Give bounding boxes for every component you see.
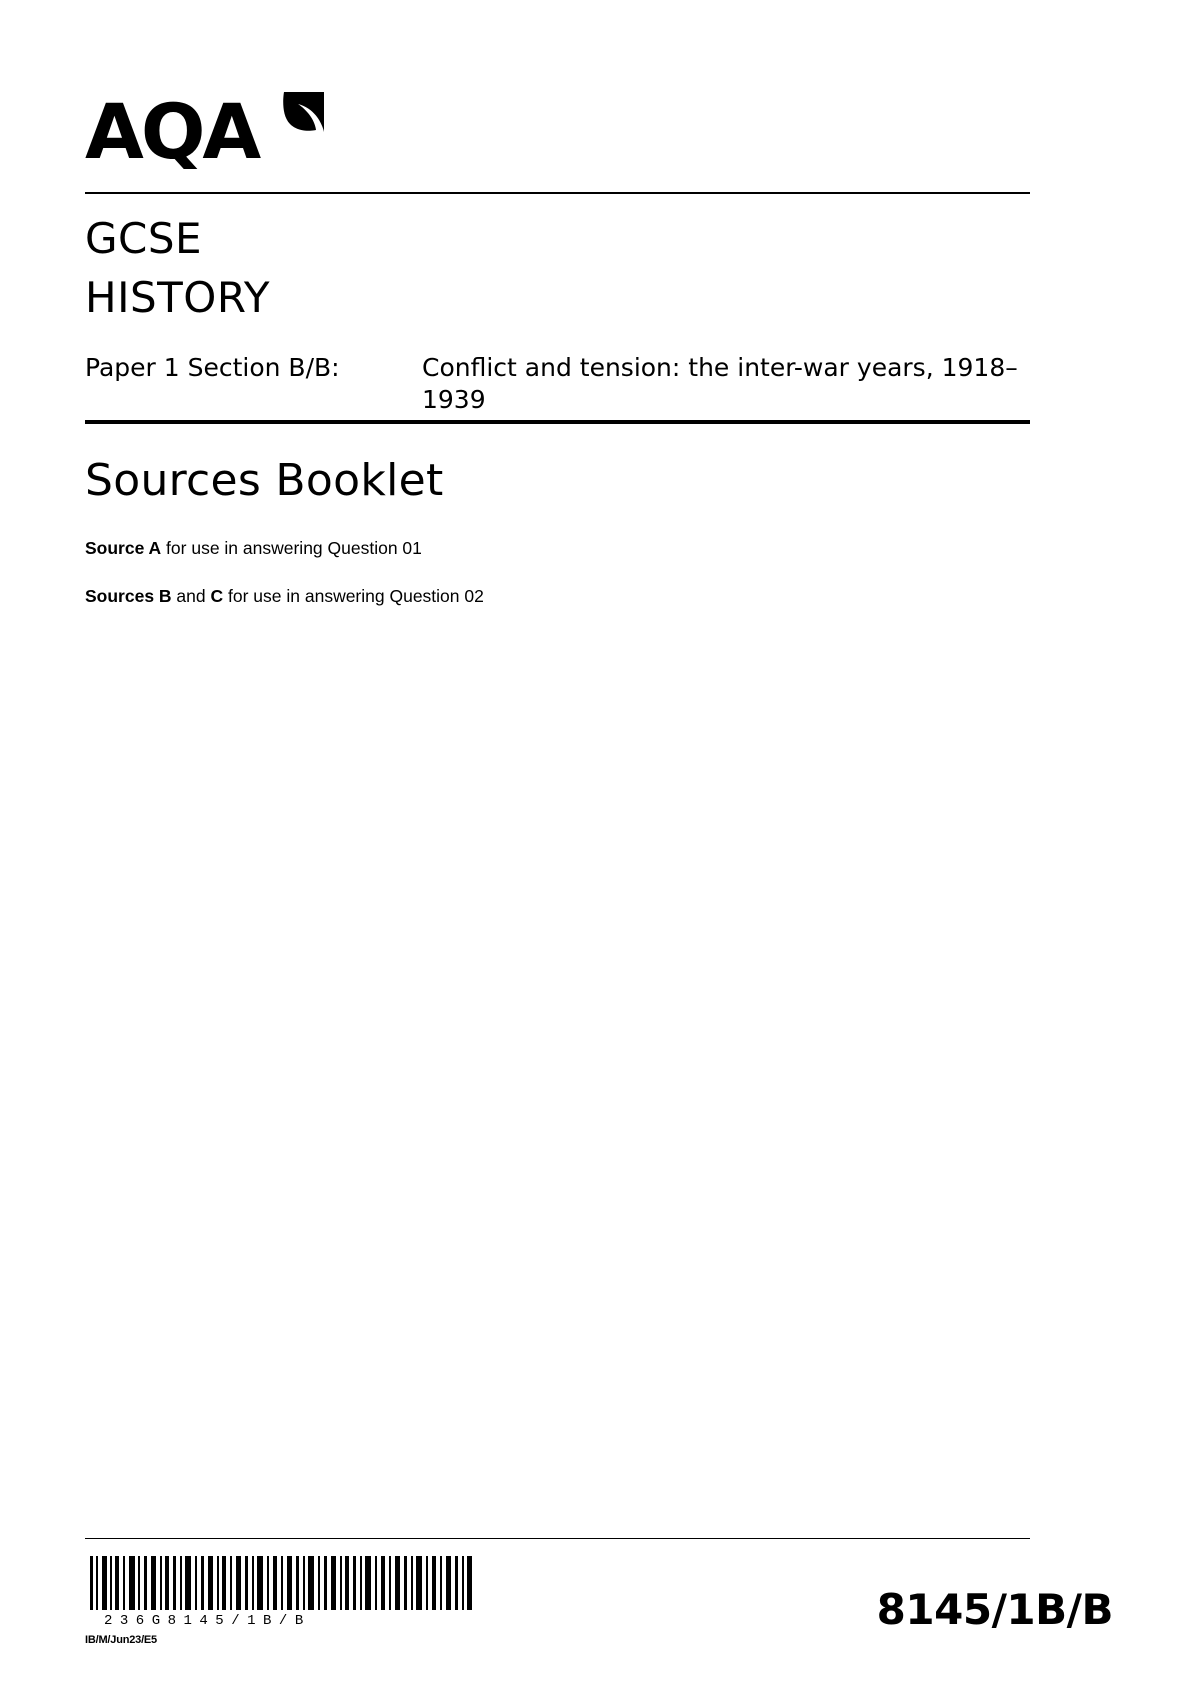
- source-bc-instruction: [85, 584, 484, 608]
- aqa-logo: [85, 88, 355, 176]
- source-a-label: Source A: [85, 538, 162, 558]
- source-bc-conjunction: and: [171, 586, 211, 606]
- source-bc-text: for use in answering Question 02: [223, 586, 484, 606]
- paper-title: Conflict and tension: the inter-war years, 1918–1939: [422, 353, 1018, 414]
- paper-label: Paper 1 Section B/B:: [85, 353, 340, 382]
- source-a-instruction: [85, 536, 422, 560]
- barcode: [86, 1554, 476, 1630]
- paper-code: 8145/1B/B: [876, 1585, 1113, 1634]
- barcode-bars-icon: [86, 1554, 476, 1612]
- subject-title: HISTORY: [85, 273, 270, 322]
- qualification-title: GCSE: [85, 214, 203, 263]
- barcode-digits: 236G8145/1B/B: [104, 1613, 311, 1629]
- source-b-label: Sources B: [85, 586, 172, 606]
- booklet-title: Sources Booklet: [85, 455, 444, 506]
- divider-bottom: [85, 1538, 1030, 1539]
- ib-code: IB/M/Jun23/E5: [85, 1634, 157, 1646]
- divider-top: [85, 192, 1030, 194]
- divider-middle: [85, 420, 1030, 424]
- aqa-logo-text: AQA: [85, 87, 259, 176]
- leaf-mark-icon: [280, 90, 326, 136]
- source-c-label: C: [210, 586, 224, 606]
- source-a-text: for use in answering Question 01: [161, 538, 422, 558]
